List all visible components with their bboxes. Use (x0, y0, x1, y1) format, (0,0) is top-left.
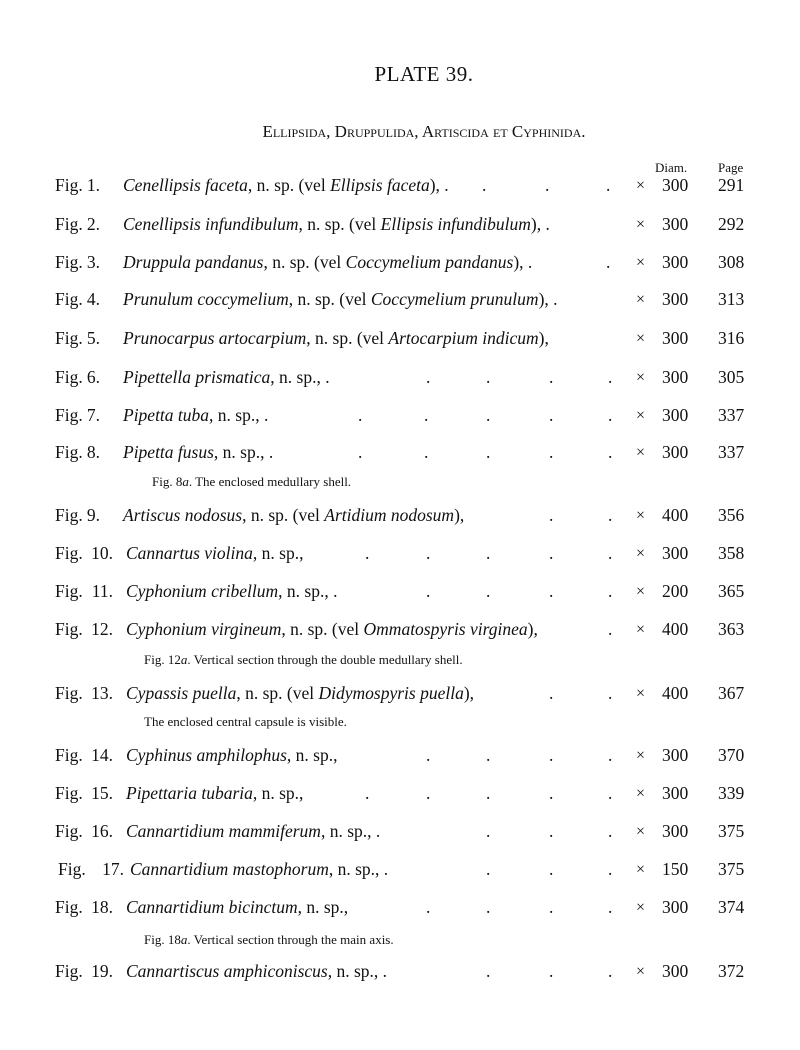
page-number: 358 (718, 543, 745, 563)
magnification-times-symbol: × (636, 177, 646, 194)
magnification-value: 300 (662, 745, 689, 765)
figure-description: Prunocarpus artocarpium, n. sp. (vel Artocarpium indicum), (123, 328, 549, 348)
figure-label: Fig. (55, 683, 83, 703)
leader-dot: . (549, 745, 554, 765)
page-number: 375 (718, 859, 745, 879)
figure-description: Cannartus violina, n. sp., (126, 543, 304, 563)
figure-description: Pipetta tuba, n. sp., . (123, 405, 269, 425)
figure-description: Cannartidium bicinctum, n. sp., (126, 897, 349, 917)
page-number: 372 (718, 961, 745, 981)
magnification-value: 200 (662, 581, 689, 601)
plate-subtitle: Ellipsida, Druppulida, Artiscida et Cyphinida. (262, 122, 586, 141)
leader-dot: . (549, 683, 554, 703)
leader-dot: . (426, 581, 431, 601)
figure-label: Fig. (55, 214, 83, 234)
figure-subcaption: Fig. 18a. Vertical section through the main axis. (144, 932, 394, 947)
magnification-times-symbol: × (636, 444, 646, 461)
leader-dot: . (426, 367, 431, 387)
page-number: 292 (718, 214, 745, 234)
figure-row (0, 683, 800, 707)
magnification-times-symbol: × (636, 330, 646, 347)
magnification-times-symbol: × (636, 507, 646, 524)
page-number: 291 (718, 175, 745, 195)
magnification-value: 300 (662, 328, 689, 348)
leader-dot: . (549, 405, 554, 425)
figure-row (0, 328, 800, 352)
figure-row (0, 961, 800, 985)
figure-number: 16. (91, 821, 113, 841)
magnification-value: 150 (662, 859, 689, 879)
magnification-value: 300 (662, 783, 689, 803)
leader-dot: . (549, 961, 554, 981)
figure-number: 19. (91, 961, 113, 981)
figure-subcaption: Fig. 12a. Vertical section through the double medullary shell. (144, 652, 463, 667)
magnification-times-symbol: × (636, 747, 646, 764)
figure-number: 6. (86, 367, 100, 387)
figure-number: 5. (86, 328, 100, 348)
figure-label: Fig. (55, 505, 83, 525)
figure-description: Cyphinus amphilophus, n. sp., (126, 745, 338, 765)
figure-label: Fig. (55, 897, 83, 917)
leader-dot: . (486, 581, 491, 601)
leader-dot: . (606, 175, 611, 195)
magnification-times-symbol: × (636, 963, 646, 980)
diam-column-header: Diam. (655, 160, 688, 175)
leader-dot: . (486, 961, 491, 981)
figure-number: 17. (102, 859, 124, 879)
leader-dot: . (358, 405, 363, 425)
leader-dot: . (549, 505, 554, 525)
leader-dot: . (608, 897, 613, 917)
magnification-value: 300 (662, 543, 689, 563)
figure-description: Cyphonium virgineum, n. sp. (vel Ommatospyris virginea), (126, 619, 538, 639)
magnification-times-symbol: × (636, 823, 646, 840)
page-number: 363 (718, 619, 745, 639)
page-number: 337 (718, 405, 745, 425)
leader-dot: . (486, 745, 491, 765)
figure-label: Fig. (55, 367, 83, 387)
page-number: 367 (718, 683, 745, 703)
magnification-times-symbol: × (636, 899, 646, 916)
leader-dot: . (486, 405, 491, 425)
leader-dot: . (549, 821, 554, 841)
figure-description: Prunulum coccymelium, n. sp. (vel Coccymelium prunulum), . (123, 289, 558, 309)
figure-description: Pipettaria tubaria, n. sp., (126, 783, 304, 803)
figure-number: 7. (86, 405, 100, 425)
figure-row (0, 619, 800, 643)
figure-label: Fig. (55, 581, 83, 601)
figure-description: Cenellipsis infundibulum, n. sp. (vel Ellipsis infundibulum), . (123, 214, 550, 234)
magnification-value: 300 (662, 442, 689, 462)
leader-dot: . (608, 367, 613, 387)
figure-row (0, 405, 800, 429)
leader-dot: . (426, 745, 431, 765)
figure-description: Cypassis puella, n. sp. (vel Didymospyris puella), (126, 683, 475, 703)
leader-dot: . (608, 745, 613, 765)
leader-dot: . (608, 442, 613, 462)
magnification-times-symbol: × (636, 407, 646, 424)
leader-dot: . (549, 859, 554, 879)
page-number: 308 (718, 252, 745, 272)
page-number: 305 (718, 367, 745, 387)
magnification-times-symbol: × (636, 785, 646, 802)
leader-dot: . (365, 543, 370, 563)
leader-dot: . (608, 543, 613, 563)
leader-dot: . (608, 683, 613, 703)
magnification-times-symbol: × (636, 216, 646, 233)
figure-number: 15. (91, 783, 113, 803)
figure-label: Fig. (55, 543, 83, 563)
figure-number: 2. (86, 214, 100, 234)
leader-dot: . (608, 821, 613, 841)
magnification-times-symbol: × (636, 583, 646, 600)
magnification-times-symbol: × (636, 621, 646, 638)
figure-row (0, 289, 800, 313)
figure-description: Cenellipsis faceta, n. sp. (vel Ellipsis faceta), . (123, 175, 449, 195)
page-number: 356 (718, 505, 745, 525)
figure-description: Cyphonium cribellum, n. sp., . (126, 581, 338, 601)
leader-dot: . (486, 543, 491, 563)
figure-row (0, 745, 800, 769)
leader-dot: . (608, 581, 613, 601)
page-number: 316 (718, 328, 745, 348)
figure-description: Pipetta fusus, n. sp., . (123, 442, 274, 462)
figure-label: Fig. (55, 175, 83, 195)
page-number: 370 (718, 745, 745, 765)
magnification-value: 400 (662, 505, 689, 525)
figure-number: 13. (91, 683, 113, 703)
figure-label: Fig. (55, 745, 83, 765)
figure-label: Fig. (55, 289, 83, 309)
figure-number: 4. (86, 289, 100, 309)
figure-label: Fig. (55, 252, 83, 272)
leader-dot: . (608, 859, 613, 879)
page-number: 374 (718, 897, 745, 917)
leader-dot: . (549, 442, 554, 462)
leader-dot: . (426, 783, 431, 803)
figure-label: Fig. (55, 405, 83, 425)
figure-number: 8. (86, 442, 100, 462)
figure-number: 1. (86, 175, 100, 195)
leader-dot: . (608, 405, 613, 425)
figure-row (0, 581, 800, 605)
magnification-value: 400 (662, 619, 689, 639)
page-number: 375 (718, 821, 745, 841)
magnification-value: 300 (662, 821, 689, 841)
leader-dot: . (549, 581, 554, 601)
figure-number: 3. (86, 252, 100, 272)
figure-description: Cannartidium mastophorum, n. sp., . (130, 859, 389, 879)
magnification-value: 300 (662, 367, 689, 387)
leader-dot: . (608, 783, 613, 803)
figure-label: Fig. (55, 821, 83, 841)
figure-row (0, 252, 800, 276)
magnification-value: 300 (662, 252, 689, 272)
figure-row (0, 859, 800, 883)
leader-dot: . (545, 175, 550, 195)
leader-dot: . (365, 783, 370, 803)
plate-title: PLATE 39. (374, 62, 474, 86)
page-number: 339 (718, 783, 745, 803)
magnification-value: 300 (662, 289, 689, 309)
figure-row (0, 821, 800, 845)
figure-row (0, 175, 800, 199)
magnification-value: 400 (662, 683, 689, 703)
magnification-times-symbol: × (636, 685, 646, 702)
figure-label: Fig. (58, 859, 86, 879)
figure-description: Druppula pandanus, n. sp. (vel Coccymelium pandanus), . (123, 252, 533, 272)
leader-dot: . (486, 821, 491, 841)
leader-dot: . (482, 175, 487, 195)
magnification-value: 300 (662, 214, 689, 234)
magnification-times-symbol: × (636, 291, 646, 308)
figure-number: 14. (91, 745, 113, 765)
leader-dot: . (486, 897, 491, 917)
leader-dot: . (549, 543, 554, 563)
magnification-value: 300 (662, 961, 689, 981)
figure-number: 9. (86, 505, 100, 525)
figure-number: 18. (91, 897, 113, 917)
magnification-value: 300 (662, 175, 689, 195)
figure-label: Fig. (55, 619, 83, 639)
leader-dot: . (358, 442, 363, 462)
leader-dot: . (608, 619, 613, 639)
figure-row (0, 897, 800, 921)
figure-label: Fig. (55, 961, 83, 981)
magnification-times-symbol: × (636, 545, 646, 562)
figure-description: Cannartidium mammiferum, n. sp., . (126, 821, 381, 841)
page-number: 313 (718, 289, 745, 309)
leader-dot: . (486, 442, 491, 462)
figure-row (0, 367, 800, 391)
figure-row (0, 214, 800, 238)
leader-dot: . (426, 897, 431, 917)
page-number: 337 (718, 442, 745, 462)
leader-dot: . (486, 859, 491, 879)
figure-row (0, 442, 800, 466)
leader-dot: . (426, 543, 431, 563)
figure-subcaption: The enclosed central capsule is visible. (144, 714, 347, 729)
leader-dot: . (549, 897, 554, 917)
leader-dot: . (486, 367, 491, 387)
leader-dot: . (424, 442, 429, 462)
figure-description: Cannartiscus amphiconiscus, n. sp., . (126, 961, 388, 981)
leader-dot: . (608, 505, 613, 525)
magnification-times-symbol: × (636, 861, 646, 878)
magnification-times-symbol: × (636, 254, 646, 271)
figure-number: 11. (91, 581, 113, 601)
leader-dot: . (606, 252, 611, 272)
page-number: 365 (718, 581, 745, 601)
figure-label: Fig. (55, 442, 83, 462)
figure-description: Pipettella prismatica, n. sp., . (123, 367, 330, 387)
leader-dot: . (486, 783, 491, 803)
figure-row (0, 543, 800, 567)
page-column-header: Page (718, 160, 744, 175)
figure-label: Fig. (55, 783, 83, 803)
magnification-value: 300 (662, 405, 689, 425)
leader-dot: . (549, 367, 554, 387)
figure-row (0, 783, 800, 807)
magnification-value: 300 (662, 897, 689, 917)
magnification-times-symbol: × (636, 369, 646, 386)
figure-row (0, 505, 800, 529)
figure-number: 10. (91, 543, 113, 563)
leader-dot: . (608, 961, 613, 981)
figure-description: Artiscus nodosus, n. sp. (vel Artidium nodosum), (123, 505, 465, 525)
leader-dot: . (549, 783, 554, 803)
leader-dot: . (424, 405, 429, 425)
figure-subcaption: Fig. 8a. The enclosed medullary shell. (152, 474, 352, 489)
figure-number: 12. (91, 619, 113, 639)
figure-label: Fig. (55, 328, 83, 348)
